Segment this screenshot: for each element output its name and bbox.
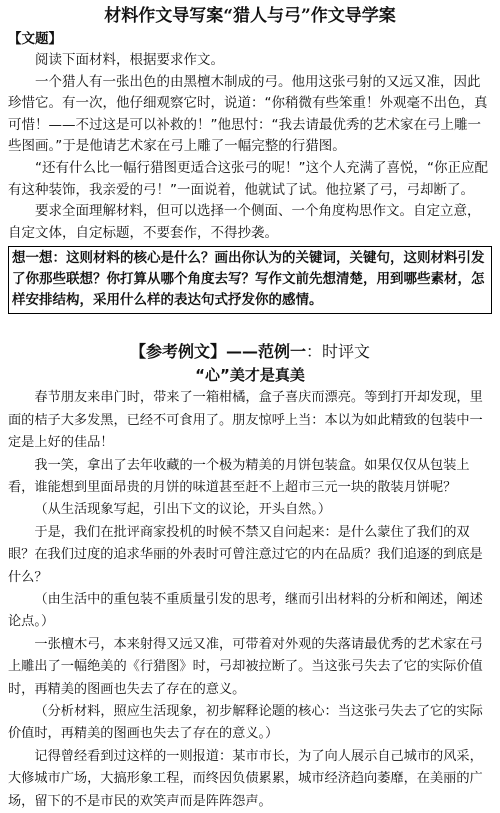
document-title: 材料作文导写案“猎人与弓”作文导学案	[104, 6, 396, 26]
essay-paragraph-1: 春节朋友来串门时，带来了一箱柑橘，盒子喜庆而漂亮。等到打开却发现，里面的桔子大多发黑，已经不可食用了。朋友惊呼上当：本以为如此精致的包装中一定是上好的佳品！	[8, 390, 483, 451]
spacer	[8, 314, 492, 340]
essay-comment-2: （由生活中的重包装不重质量引发的思考，继而引出材料的分析和阐述，阐述论点。）	[8, 592, 483, 630]
reference-heading	[8, 340, 492, 364]
reference-label: 【参考例文】——范例一	[129, 342, 306, 362]
think-box-text: 想一想：这则材料的核心是什么？画出你认为的关键词，关键句，这则材料引发了你那些联想？你打算从哪个角度去写？写作文前先想清楚，用到哪些素材，怎样安排结构，采用什么样的表达句式抒发你的感情。	[12, 250, 485, 309]
essay-paragraph-2: 我一笑，拿出了去年收藏的一个极为精美的月饼包装盒。如果仅仅从包装上看，谁能想到里面昂贵的月饼的味道甚至赶不上超市三元一块的散装月饼呢？	[8, 457, 470, 495]
essay-paragraph-3: 于是，我们在批评商家投机的时候不禁又自问起来：是什么蒙住了我们的双眼？在我们过度的追求华丽的外表时可曾注意过它的内在品质？我们追逐的到底是什么？	[8, 524, 483, 585]
essay-body	[8, 387, 492, 813]
essay-paragraph-5: 记得曾经看到过这样的一则报道：某市市长，为了向人展示自己城市的风采，大修城市广场，大搞形象工程，而终因负债累累，城市经济趋向萎靡，在美丽的广场，留下的不是市民的欢笑声而是阵阵怨声。	[8, 748, 483, 809]
requirements-paragraph: 要求全面理解材料，但可以选择一个侧面、一个角度构思作文。自定立意，自定文体，自定标题，不要套作，不得抄袭。	[8, 203, 481, 241]
reference-genre: ：时评文	[306, 342, 371, 362]
essay-title: “心”美才是真美	[195, 366, 305, 385]
material-paragraph-1: 一个猎人有一张出色的由黑檀木制成的弓。他用这张弓射的又远又准，因此珍惜它。有一次，他仔细观察它时，说道：“你稍微有些笨重！外观毫不出色，真可惜！——不过这是可以补救的！”他思忖：“我去请最优秀的艺术家在弓上雕一些图画。”于是他请艺术家在弓上雕了一幅完整的行猎图。	[8, 73, 488, 155]
essay-comment-3: （分析材料，照应生活现象，初步解释论题的核心：当这张弓失去了它的实际价值时，再精美的图画也失去了存在的意义。）	[8, 704, 483, 742]
essay-paragraph-4: 一张檀木弓，本来射得又远又准，可带着对外观的失落请最优秀的艺术家在弓上雕出了一幅绝美的《行猎图》时，弓却被拉断了。当这张弓失去了它的实际价值时，再精美的图画也失去了存在的意义。	[8, 636, 483, 697]
section-label: 【文题】	[8, 31, 62, 47]
material-paragraph-2: “还有什么比一幅行猎图更适合这张弓的呢！”这个人充满了喜悦，“你正应配有这种装饰，我亲爱的弓！”一面说着，他就试了试。他拉紧了弓，弓却断了。	[8, 159, 488, 198]
think-box	[8, 246, 492, 314]
essay-comment-1: （从生活现象写起，引出下文的议论，开头自然。）	[34, 502, 332, 518]
prompt-intro: 阅读下面材料，根据要求作文。	[35, 52, 224, 68]
